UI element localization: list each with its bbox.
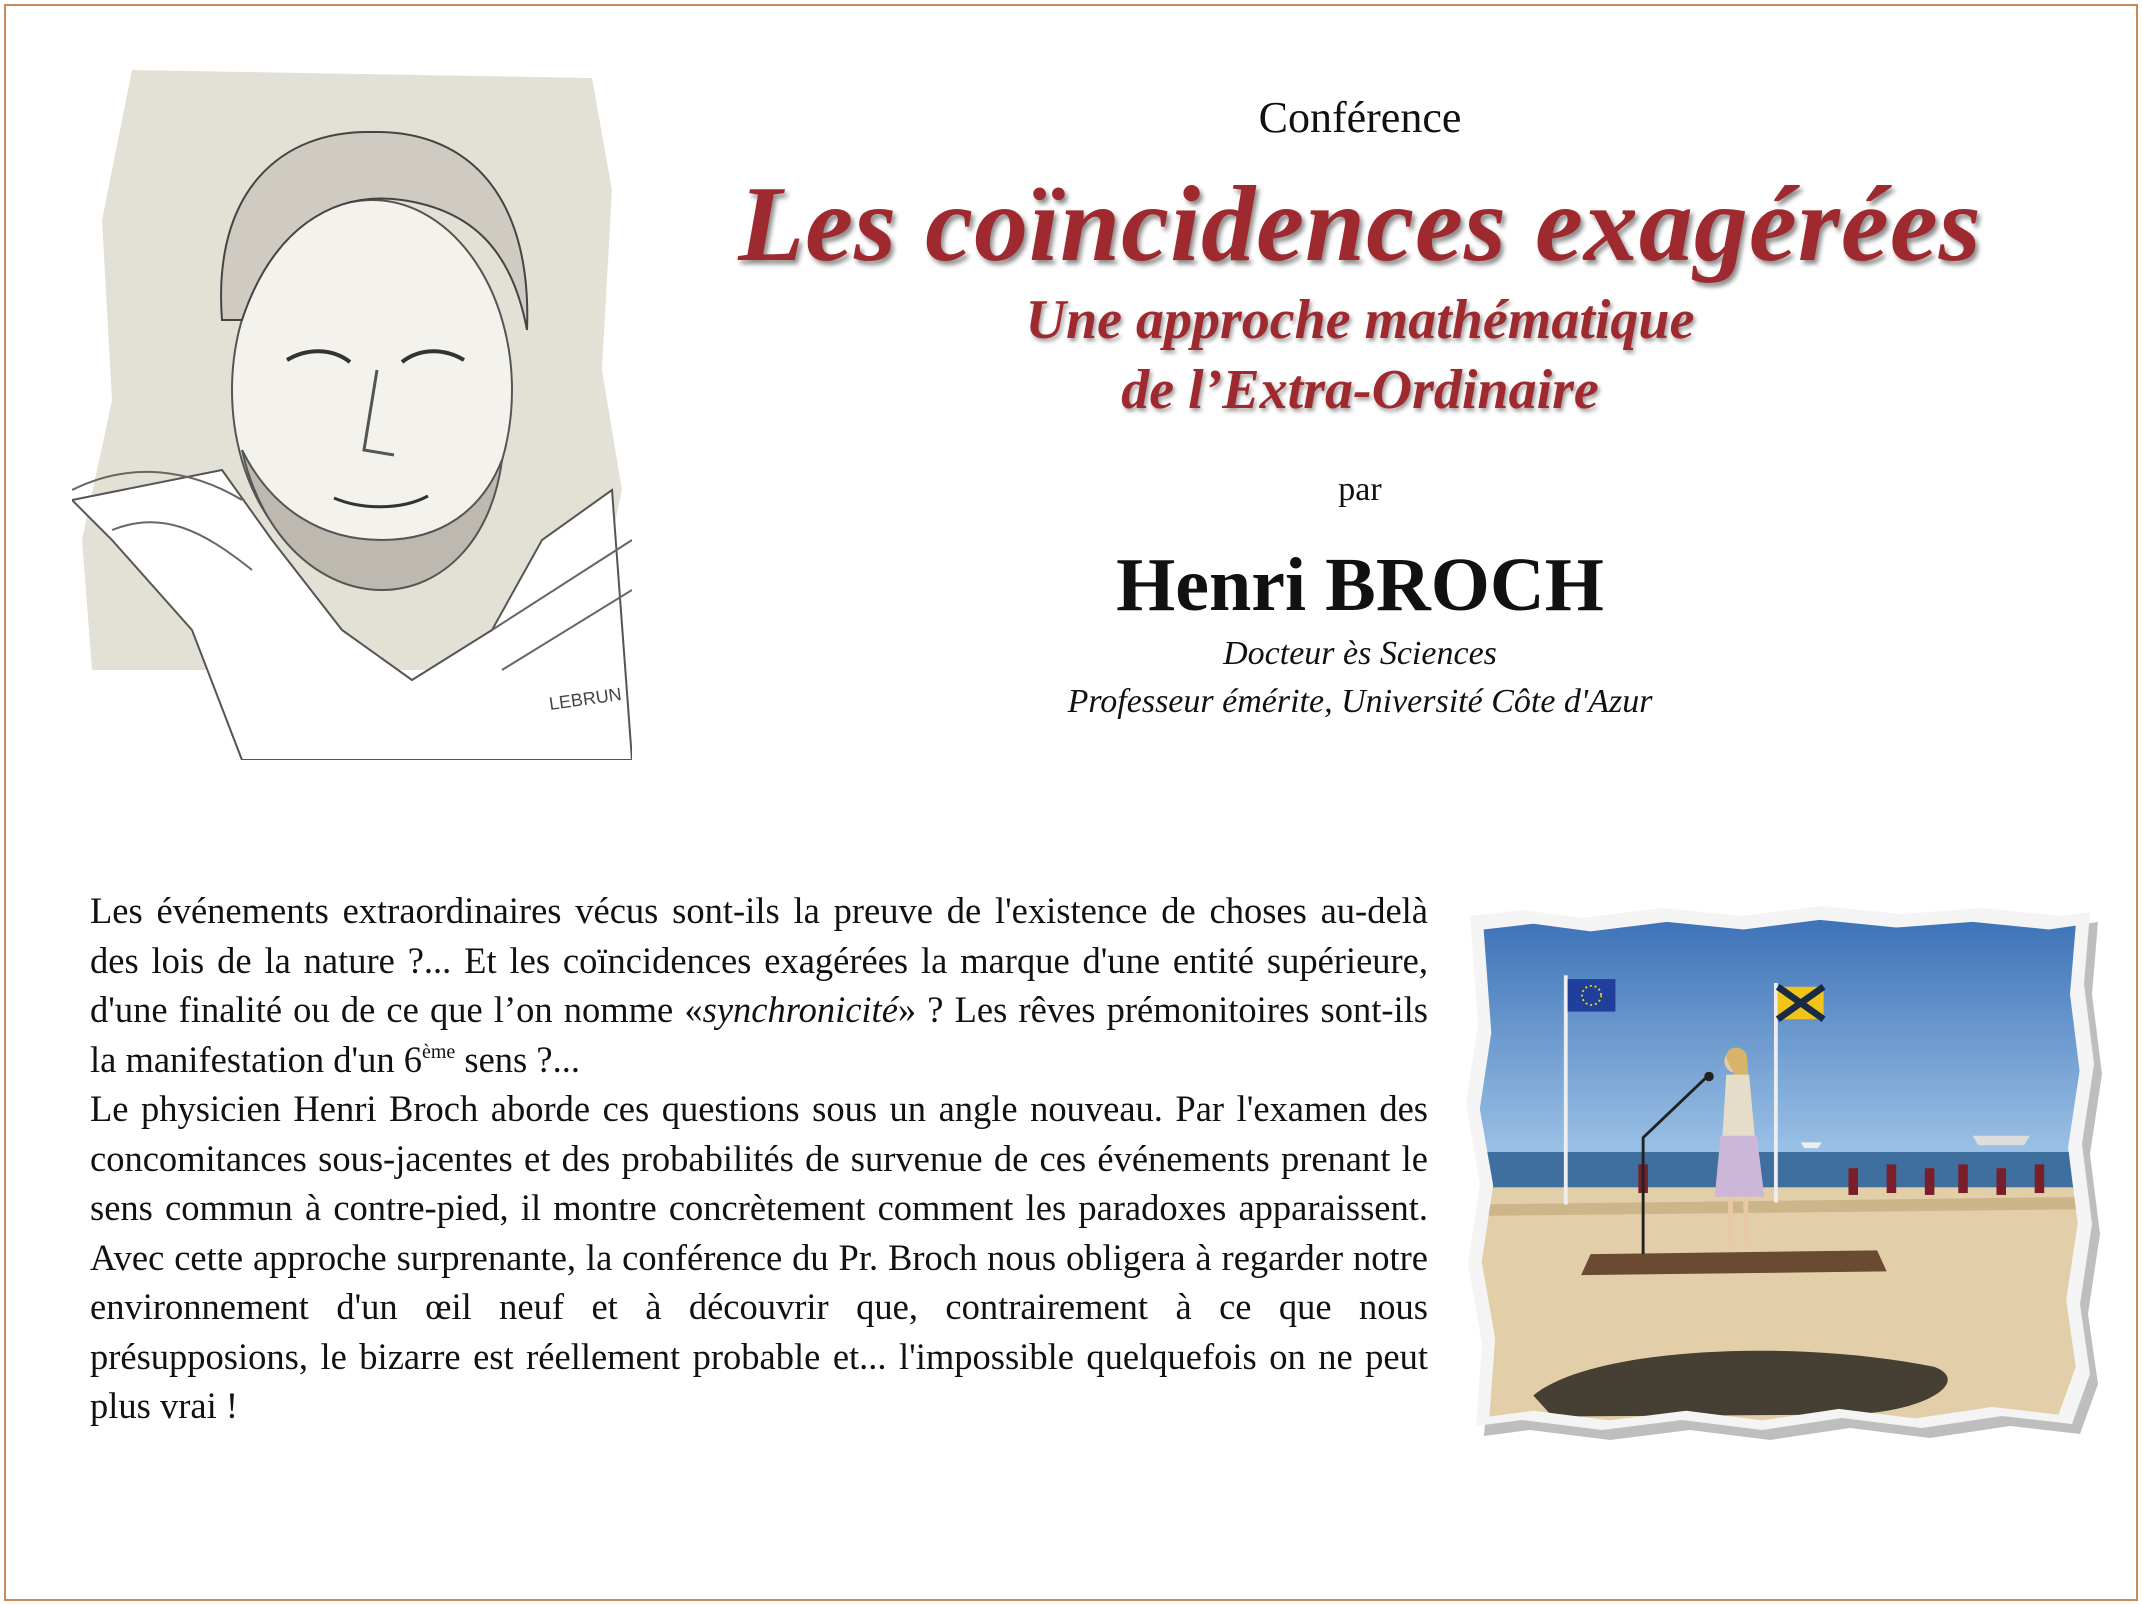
conference-header [640,88,2080,726]
conference-abstract [90,886,1428,1431]
conference-subtitle-line2: de l’Extra-Ordinaire [1121,359,1599,421]
conference-subtitle-line1: Une approche mathématique [1025,289,1695,351]
abstract-p1-end: sens ?... [455,1038,580,1080]
by-label: par [1338,471,1382,508]
boat-icon [1973,1136,2030,1146]
floating-platform [1581,1250,1887,1275]
abstract-p1-text: Les événements extraordinaires vécus sont-ils la preuve de l'existence de choses au-delà des lois de la nature ?... Et les coïncidences exagérées la marque d'une entité supérieure, d'une finalité ou de ce que l’on nomme « [90,890,1428,1030]
speaker-portrait [72,70,632,760]
speaker-credential-position: Professeur émérite, Université Côte d'Azur [1067,683,1653,720]
flagpole-left [1564,975,1568,1204]
abstract-paragraph-1 [90,886,1428,1084]
abstract-p1-superscript: ème [421,1040,456,1063]
abstract-p1-text-after: » ? Les rêves prémonitoires sont-ils la manifestation d'un 6 [90,989,1428,1080]
portrait-sketch [72,70,632,760]
beach-photo-illustration [1462,904,2102,1444]
abstract-p1-emphasis: synchronicité [702,989,898,1030]
conference-title: Les coïncidences exagérées [738,165,1982,284]
beach-photo [1462,904,2102,1444]
speaker-name: Henri BROCH [1116,543,1604,627]
microphone-icon [1704,1072,1714,1082]
abstract-paragraph-2: Le physicien Henri Broch aborde ces questions sous un angle nouveau. Par l'examen des concomitances sous-jacentes et des probabilités de survenue de ces événements prenant le sens commun à contre-pied, il montre concrètement comment les paradoxes apparaissent. Avec cette approche surprenante, la conférence du Pr. Broch nous obligera à regarder notre environnement d'un œil neuf et à découvrir que, contrairement à ce que nous présupposions, le bizarre est réellement probable et... l'impossible quelquefois on ne peut plus vrai ! [90,1088,1428,1426]
portrait-signature: LEBRUN [547,683,623,714]
conference-kicker: Conférence [1258,93,1462,142]
speaker-credential-degree: Docteur ès Sciences [1223,635,1497,672]
eu-flag-icon [1568,979,1616,1011]
